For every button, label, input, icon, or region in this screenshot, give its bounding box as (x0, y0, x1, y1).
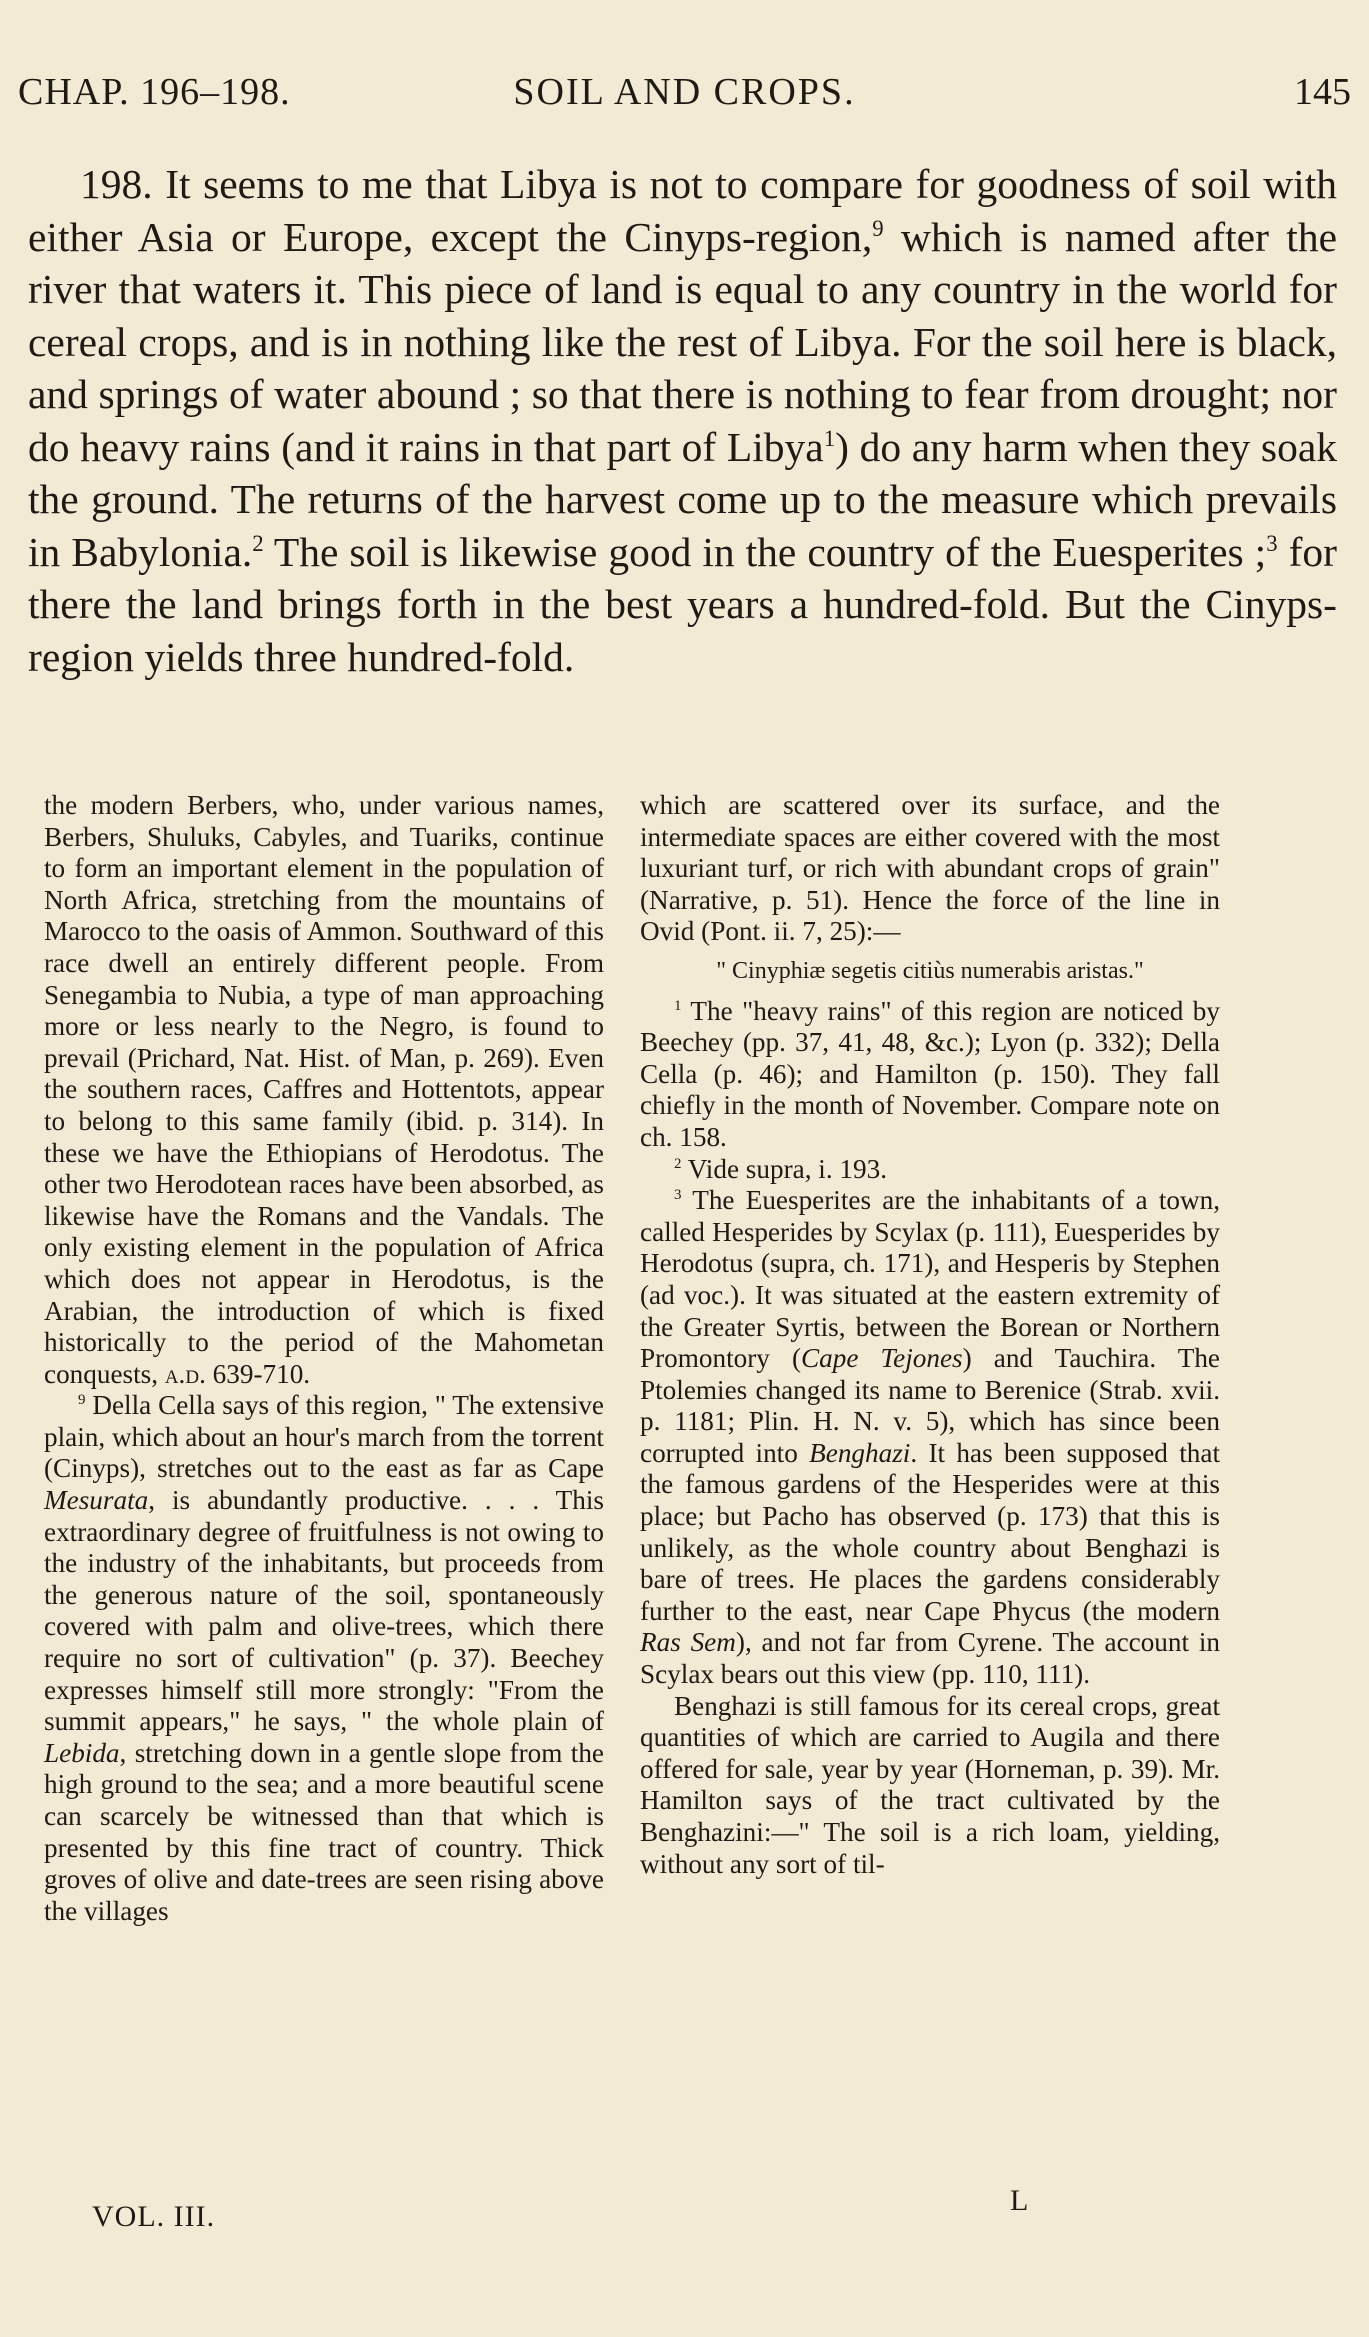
note-text: . It has been supposed that the famous gardens of the Hesperides were at this place; but Pacho has observed (p. 173) that this is unlikely, as the whole country about Benghazi is bare of trees. He places the gardens considerably further to the east, near Cape Phycus (the modern (640, 1437, 1220, 1626)
main-text-segment: for there the land brings forth in the best years a hundred-fold. But the Cinyps-region yields three hundred-fold. (28, 528, 1337, 680)
main-text-segment: The soil is likewise good in the country of the Euesperites ; (263, 528, 1267, 575)
footnote-3 (640, 1185, 1220, 1691)
note-text: the modern Berbers, who, under various names, Berbers, Shuluks, Cabyles, and Tuariks, continue to form an important element in the population of North Africa, stretching from the mountains of Marocco to the oasis of Ammon. Southward of this race dwell an entirely different people. From Senegambia to Nubia, a type of man approaching more or less nearly to the Negro, is found to prevail (Prichard, Nat. Hist. of Man, p. 269). Even the southern races, Caffres and Hottentots, appear to belong to this same family (ibid. p. 314). In these we have the Ethiopians of Herodotus. The other two Herodotean races have been absorbed, as likewise have the Romans and the Vandals. The only existing element in the population of Africa which does not appear in Herodotus, is the Arabian, the introduction of which is fixed historically to the period of the Mahometan conquests, (44, 790, 604, 1389)
main-text-segment: 198. It seems to me that Libya is not to compare for goodness of soil with either Asia or Europe, except the Cinyps-region, (28, 161, 1337, 260)
footnote-marker: 9 (78, 1392, 86, 1409)
footnote-9 (44, 1390, 604, 1927)
footnote-marker: 2 (674, 1155, 682, 1172)
note-italic: Cape Tejones (801, 1343, 963, 1374)
note-text: Vide supra, i. 193. (681, 1153, 888, 1184)
note-text: , is abundantly productive. . . . This extraordinary degree of fruitfulness is not owing to the industry of the inhabitants, but proceeds from the generous nature of the soil, spontaneously covered with palm and olive-trees, which there require no sort of cultivation" (p. 37). Beechey expresses himself still more strongly: "From the summit appears," he says, " the whole plain of (44, 1485, 604, 1737)
note-continuation: which are scattered over its surface, and the intermediate spaces are either covered with the most luxuriant turf, or rich with abundant crops of grain" (Narrative, p. 51). Hence the force of the line in Ovid (Pont. ii. 7, 25):— (640, 790, 1220, 947)
latin-quote: " Cinyphiæ segetis citiùs numerabis aristas." (716, 957, 1144, 984)
footnote-2 (640, 1154, 1220, 1186)
running-title: SOIL AND CROPS. (513, 71, 856, 113)
notes-column-left (44, 790, 604, 1927)
footnote-ref: 9 (872, 215, 884, 241)
note-text: Della Cella says of this region, " The extensive plain, which about an hour's march from the torrent (Cinyps), stretches out to the east as far as Cape (44, 1390, 604, 1484)
note-text: ) and Tauchira. The Ptolemies changed its name to Berenice (Strab. xvii. p. 1181; Plin. H. N. v. 5), which has since been corrupted into (640, 1343, 1220, 1468)
main-text-segment: which is named after the river that waters it. This piece of land is equal to any country in the world for cereal crops, and is in nothing like the rest of Libya. For the soil here is black, and springs of water abound ; so that there is nothing to fear from drought; nor do heavy rains (and it rains in that part of Libya (28, 213, 1337, 470)
note-text: a.d. (164, 1358, 206, 1389)
main-paragraph (28, 158, 1337, 683)
volume-label: VOL. III. (92, 2200, 216, 2233)
note-paragraph: Benghazi is still famous for its cereal crops, great quantities of which are carried to Augila and there offered for sale, year by year (Horneman, p. 39). Mr. Hamilton says of the tract cultivated by the Benghazini:—" The soil is a rich loam, yielding, without any sort of til- (640, 1690, 1220, 1879)
footnote-ref: 3 (1266, 530, 1278, 556)
main-text-segment: ) do any harm when they soak the ground. The returns of the harvest come up to the measure which prevails in Babylonia. (28, 423, 1337, 575)
note-continuation (44, 790, 604, 1390)
chapter-reference: CHAP. 196–198. (18, 71, 291, 113)
note-text: 639-710. (205, 1358, 311, 1389)
main-text (28, 158, 1337, 683)
note-italic: Lebida (44, 1737, 120, 1768)
note-italic: Ras Sem (640, 1627, 736, 1658)
footnote-marker: 1 (674, 997, 682, 1014)
footnote-1 (640, 996, 1220, 1154)
note-text: The "heavy rains" of this region are noticed by Beechey (pp. 37, 41, 48, &c.); Lyon (p. 332); Della Cella (p. 46); and Hamilton (p. 150). They fall chiefly in the month of November. Compare note on ch. 158. (640, 995, 1220, 1152)
note-italic: Mesurata (44, 1485, 149, 1516)
footnote-ref: 1 (823, 425, 836, 451)
note-text: ), and not far from Cyrene. The account in Scylax bears out this view (pp. 110, 111). (640, 1627, 1220, 1690)
footnote-ref: 2 (252, 530, 264, 556)
footnote-marker: 3 (674, 1187, 682, 1204)
note-italic: Benghazi (809, 1437, 911, 1468)
running-head (18, 70, 1351, 120)
notes-column-right (640, 790, 1220, 1880)
signature-mark: L (1010, 2184, 1029, 2217)
page-number: 145 (1294, 71, 1351, 113)
note-text: The Euesperites are the inhabitants of a town, called Hesperides by Scylax (p. 111), Euesperides by Herodotus (supra, ch. 171), and Hesperis by Stephen (ad voc.). It was situated at the eastern extremity of the Greater Syrtis, between the Borean or Northern Promontory ( (640, 1185, 1220, 1374)
note-text: , stretching down in a gentle slope from the high ground to the sea; and a more beautiful scene can scarcely be witnessed than that which is presented by this fine tract of country. Thick groves of olive and date-trees are seen rising above the villages (44, 1737, 604, 1926)
